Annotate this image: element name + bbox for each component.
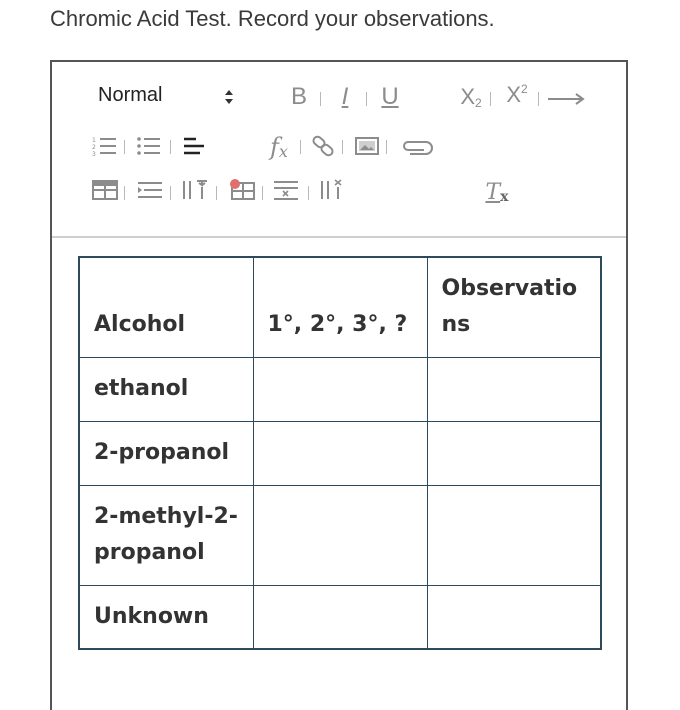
insert-table-icon[interactable] <box>92 178 118 202</box>
table-cell[interactable] <box>427 485 601 585</box>
delete-column-icon[interactable] <box>318 178 346 202</box>
svg-text:1: 1 <box>92 137 96 144</box>
subscript-icon[interactable] <box>456 82 486 112</box>
superscript-number: 2 <box>521 82 528 96</box>
align-icon[interactable] <box>182 134 208 158</box>
table-cell[interactable] <box>427 357 601 421</box>
table-row <box>79 585 601 649</box>
table-cell[interactable]: 2-propanol <box>79 421 253 485</box>
table-row <box>79 485 601 585</box>
table-row <box>79 357 601 421</box>
attachment-icon[interactable] <box>400 138 434 160</box>
formula-x: x <box>278 141 288 161</box>
bold-icon[interactable]: B <box>290 83 307 110</box>
insert-row-icon[interactable] <box>136 178 164 202</box>
question-prompt: Chromic Acid Test. Record your observations. <box>50 6 495 31</box>
image-icon[interactable] <box>354 134 380 158</box>
bulleted-list-icon[interactable] <box>136 134 162 158</box>
table-cell[interactable] <box>253 421 427 485</box>
formula-icon[interactable] <box>264 132 294 162</box>
toolbar-separator <box>386 140 387 154</box>
toolbar-separator <box>300 140 301 154</box>
subscript-number: 2 <box>475 96 482 110</box>
toolbar-separator <box>320 92 321 106</box>
header-cell[interactable]: Alcohol <box>79 257 253 357</box>
toolbar-separator <box>216 186 217 200</box>
format-select[interactable]: Normal <box>98 84 163 106</box>
toolbar-separator <box>124 186 125 200</box>
delete-table-icon[interactable] <box>228 176 256 202</box>
clear-formatting-t: T <box>485 179 501 205</box>
table-cell[interactable]: ethanol <box>79 357 253 421</box>
svg-text:2: 2 <box>92 144 96 151</box>
table-cell[interactable] <box>253 585 427 649</box>
insert-column-icon[interactable] <box>180 178 210 202</box>
underline-icon[interactable]: U <box>381 83 399 110</box>
svg-text:3: 3 <box>92 151 96 157</box>
rich-text-editor[interactable] <box>50 60 628 710</box>
editor-toolbar <box>52 62 626 238</box>
table-cell[interactable] <box>253 357 427 421</box>
clear-formatting-x: x <box>500 189 509 205</box>
toolbar-separator <box>170 186 171 200</box>
formula-f: f <box>270 133 279 161</box>
table-row <box>79 421 601 485</box>
table-cell[interactable] <box>253 485 427 585</box>
toolbar-separator <box>342 140 343 154</box>
toolbar-separator <box>308 186 309 200</box>
toolbar-separator <box>366 92 367 106</box>
link-icon[interactable] <box>310 134 336 158</box>
toolbar-separator <box>262 186 263 200</box>
table-header-row <box>79 257 601 357</box>
toolbar-separator <box>170 140 171 154</box>
delete-row-icon[interactable] <box>272 178 300 202</box>
toolbar-separator <box>490 92 491 106</box>
header-cell[interactable]: Observations <box>427 257 601 357</box>
toolbar-separator <box>538 92 539 106</box>
superscript-icon[interactable] <box>502 80 532 110</box>
table-cell[interactable]: Unknown <box>79 585 253 649</box>
clear-formatting-icon[interactable] <box>482 176 512 208</box>
toolbar-separator <box>124 140 125 154</box>
numbered-list-icon[interactable] <box>92 134 118 158</box>
table-cell[interactable]: 2-methyl-2-propanol <box>79 485 253 585</box>
superscript-letter: X <box>506 82 521 107</box>
up-down-arrows-icon[interactable] <box>222 86 236 108</box>
italic-icon[interactable]: I <box>341 83 349 110</box>
observations-table <box>78 256 602 650</box>
header-cell[interactable]: 1°, 2°, 3°, ? <box>253 257 427 357</box>
table-cell[interactable] <box>427 585 601 649</box>
subscript-letter: X <box>460 84 475 109</box>
arrow-right-icon[interactable] <box>546 88 586 110</box>
table-cell[interactable] <box>427 421 601 485</box>
